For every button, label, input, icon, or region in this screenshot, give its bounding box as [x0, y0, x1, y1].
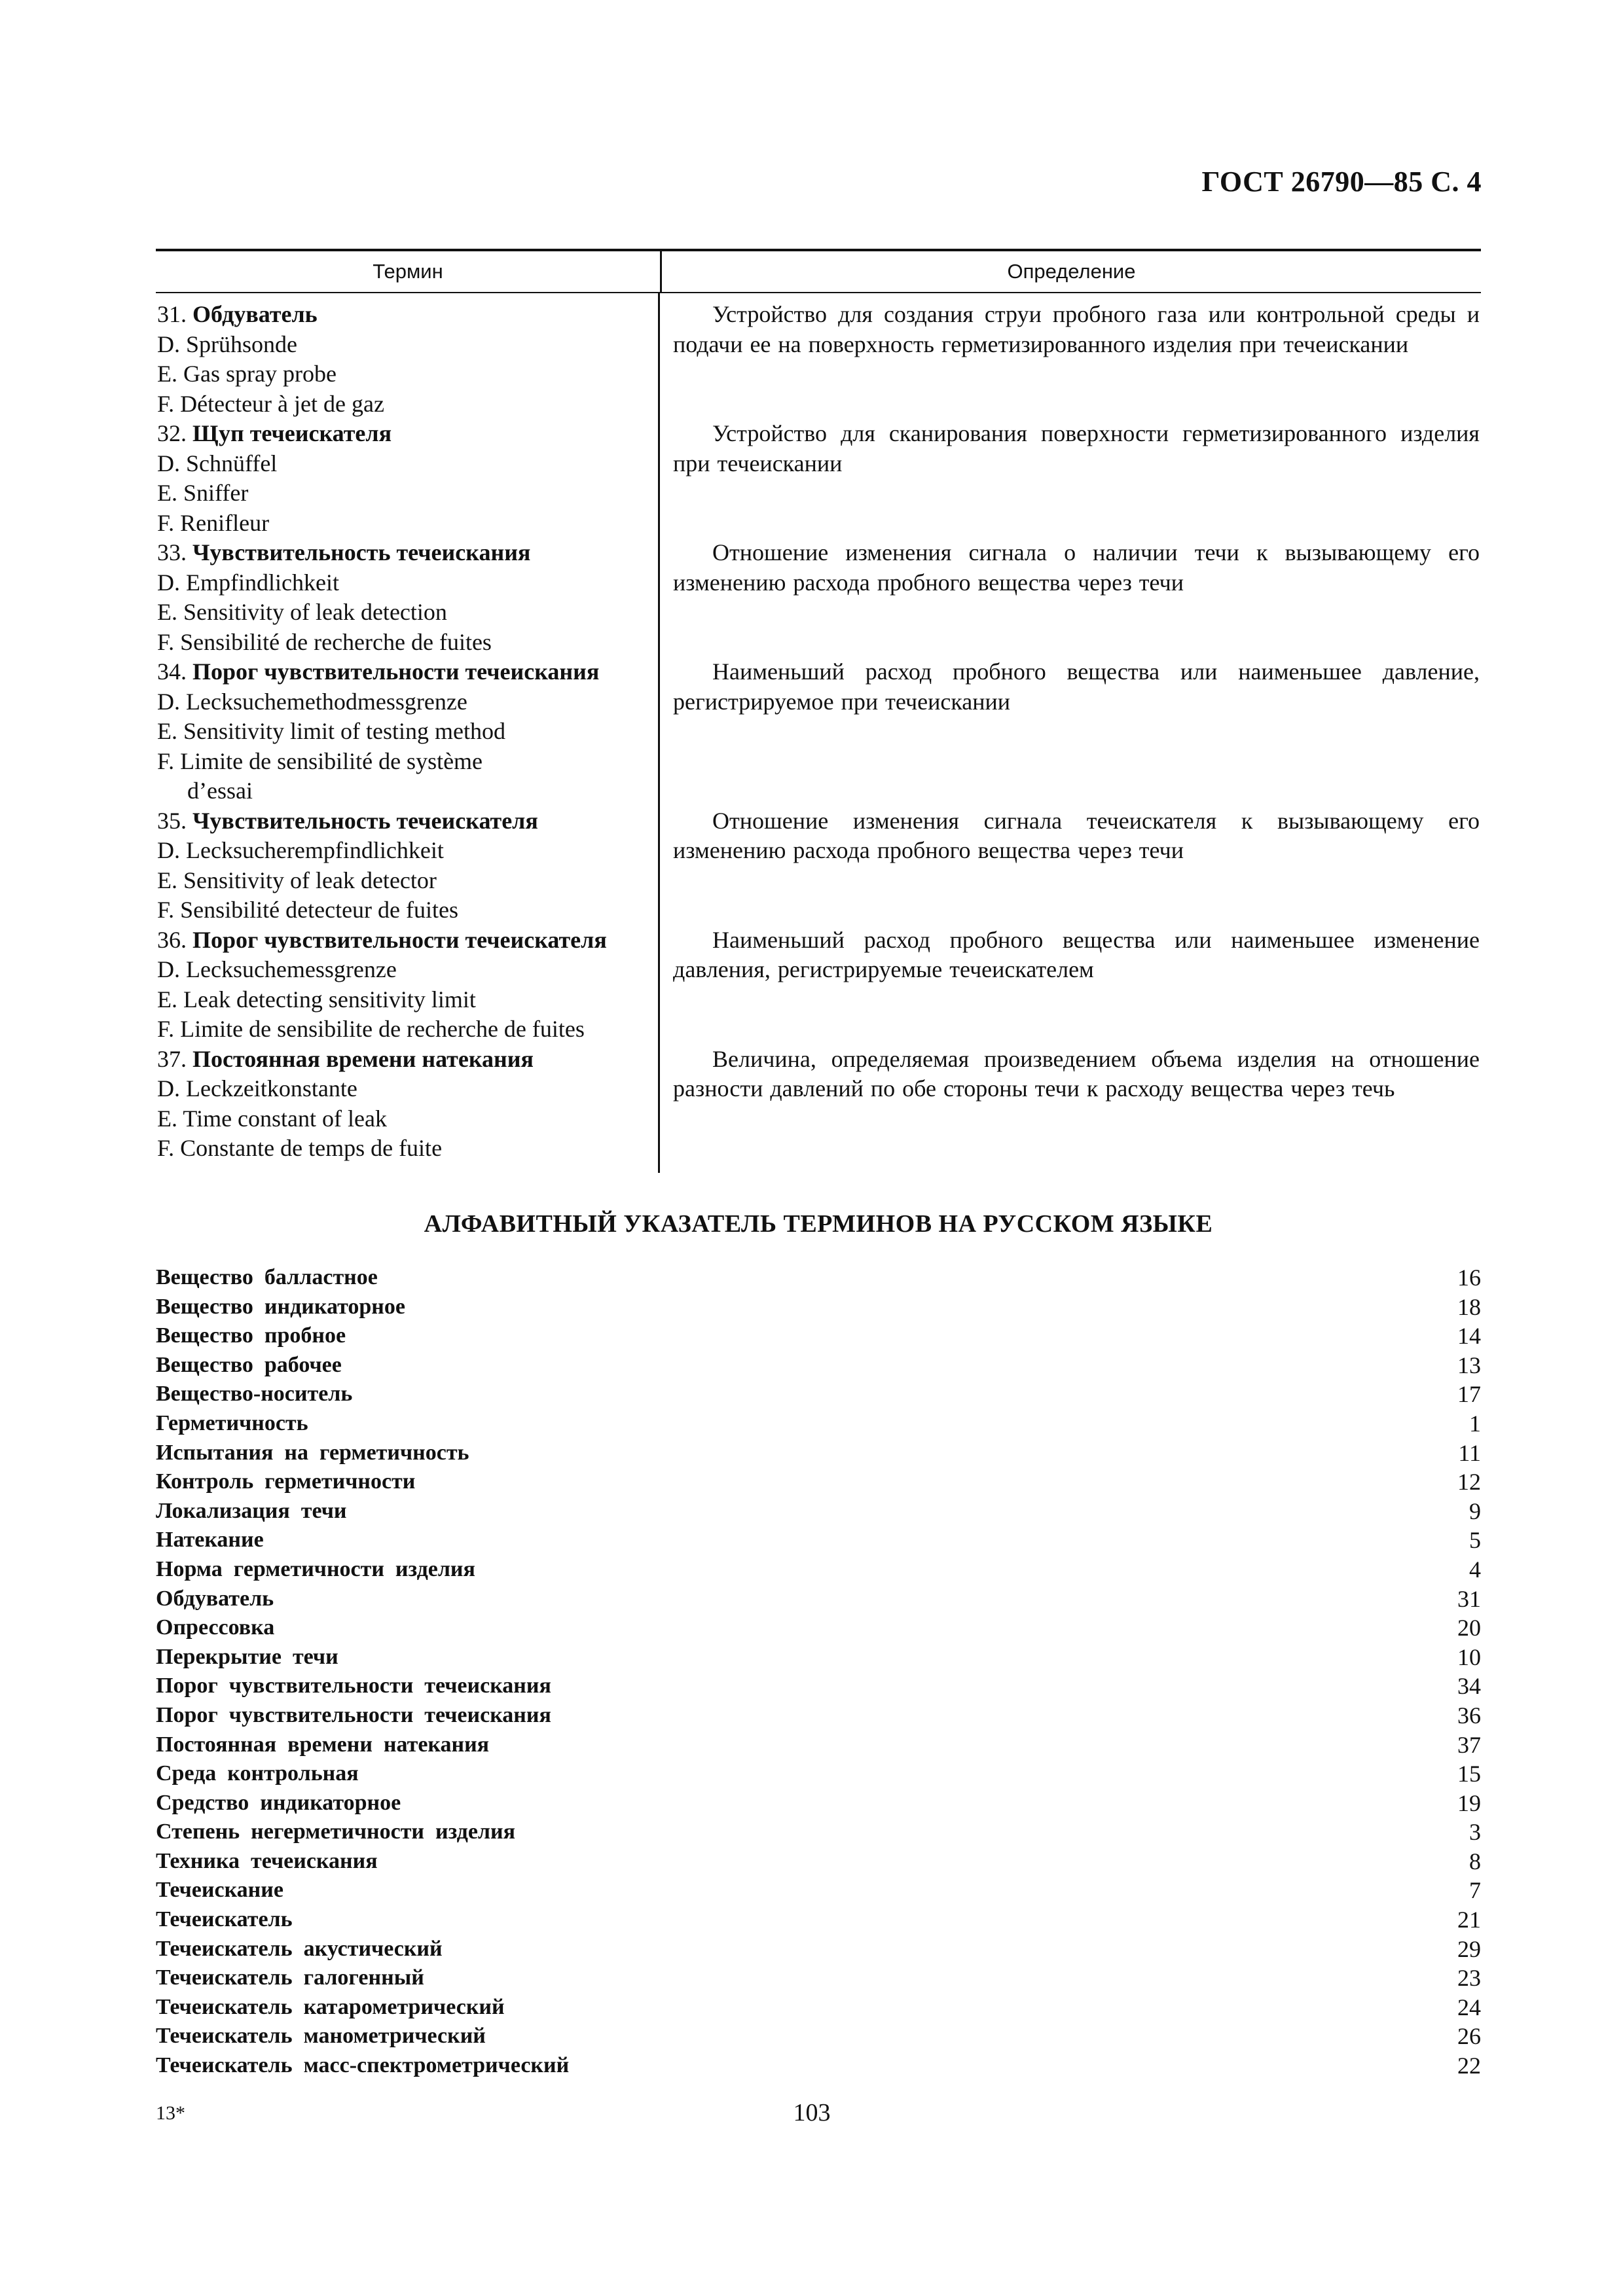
term-cell [156, 1045, 660, 1164]
index-entry [156, 1293, 1481, 1322]
index-number: 19 [1457, 1789, 1481, 1816]
term-number: 37. [157, 1045, 187, 1072]
index-term: Постоянная времени натекания [156, 1732, 490, 1757]
term-translation: F. Limite de sensibilite de recherche de fuites [157, 1016, 585, 1042]
term-ru: Чувствительность течеискания [192, 539, 531, 565]
index-term: Порог чувствительности течеискания [156, 1674, 551, 1698]
index-term: Натекание [156, 1528, 264, 1552]
term-translation: F. Détecteur à jet de gaz [157, 390, 384, 417]
page-number: 103 [793, 2099, 831, 2126]
index-entry [156, 1497, 1481, 1526]
index-entry [156, 1701, 1481, 1731]
index-number: 4 [1469, 1556, 1481, 1583]
index-term: Перекрытие течи [156, 1644, 338, 1669]
index-entry [156, 1380, 1481, 1409]
index-entry [156, 2022, 1481, 2051]
index-number: 26 [1457, 2023, 1481, 2050]
index-term: Вещество балластное [156, 1265, 378, 1289]
index-number: 14 [1457, 1323, 1481, 1350]
terms-table [156, 249, 1481, 1173]
index-number: 31 [1457, 1585, 1481, 1612]
definition-cell [660, 657, 1481, 806]
index-term: Испытания на герметичность [156, 1440, 469, 1465]
term-translation: D. Lecksuchemethodmessgrenze [157, 688, 467, 715]
index-list [156, 1263, 1481, 2081]
term-number: 36. [157, 926, 187, 953]
index-entry [156, 1993, 1481, 2022]
index-title: АЛФАВИТНЫЙ УКАЗАТЕЛЬ ТЕРМИНОВ НА РУССКОМ ЯЗЫКЕ [424, 1210, 1213, 1238]
index-number: 8 [1469, 1848, 1481, 1874]
definition-text: Наименьший расход пробного вещества или наименьшее изменение давления, регистрируемые течеискателем [673, 926, 1480, 982]
index-term: Обдуватель [156, 1586, 274, 1611]
signature-mark: 13* [156, 2102, 185, 2124]
term-ru: Постоянная времени натекания [192, 1045, 534, 1072]
term-translation: E. Leak detecting sensitivity limit [157, 986, 476, 1013]
index-number: 5 [1469, 1527, 1481, 1554]
index-number: 24 [1457, 1994, 1481, 2020]
index-number: 17 [1457, 1381, 1481, 1408]
index-entry [156, 1789, 1481, 1818]
term-translation: F. Constante de temps de fuite [157, 1135, 443, 1161]
index-term: Средство индикаторное [156, 1790, 401, 1815]
index-number: 3 [1469, 1819, 1481, 1846]
table-row [156, 300, 1481, 419]
index-term: Течеискатель манометрический [156, 2024, 486, 2049]
index-entry [156, 1759, 1481, 1789]
term-translation: E. Gas spray probe [157, 361, 337, 387]
definition-text: Величина, определяемая произведением объема изделия на отношение разности давлений по обе стороны течи к расходу вещества через течь [673, 1045, 1480, 1102]
table-row [156, 419, 1481, 538]
index-term: Герметичность [156, 1410, 308, 1435]
term-ru-line [157, 419, 660, 449]
term-cell [156, 806, 660, 925]
index-number: 20 [1457, 1615, 1481, 1641]
table-row [156, 925, 1481, 1045]
index-entry [156, 2051, 1481, 2081]
index-entry [156, 1672, 1481, 1701]
term-number: 34. [157, 658, 187, 685]
definition-text: Устройство для создания струи пробного газа или контрольной среды и подачи ее на поверхность герметизированного изделия при течеискании [673, 301, 1480, 357]
definition-cell [660, 300, 1481, 419]
term-ru-line [157, 300, 660, 330]
term-translation: d’essai [187, 778, 253, 804]
index-term: Вещество рабочее [156, 1352, 342, 1377]
index-term: Среда контрольная [156, 1761, 359, 1786]
term-cell [156, 657, 660, 806]
index-number: 9 [1469, 1498, 1481, 1524]
index-number: 34 [1457, 1673, 1481, 1700]
definition-cell [660, 1045, 1481, 1164]
index-term: Опрессовка [156, 1615, 275, 1640]
term-number: 33. [157, 539, 187, 565]
term-translation: F. Sensibilité de recherche de fuites [157, 628, 492, 655]
definition-cell [660, 806, 1481, 925]
index-number: 22 [1457, 2053, 1481, 2079]
term-translation: F. Sensibilité detecteur de fuites [157, 897, 459, 923]
table-row [156, 657, 1481, 806]
index-term: Течеискатель катарометрический [156, 1994, 505, 2019]
index-number: 29 [1457, 1935, 1481, 1962]
index-number: 21 [1457, 1907, 1481, 1933]
index-number: 36 [1457, 1702, 1481, 1729]
table-row [156, 1045, 1481, 1164]
term-translation: F. Limite de sensibilité de système [157, 747, 483, 774]
term-translation: E. Sensitivity of leak detector [157, 867, 437, 893]
column-header-term: Термин [156, 251, 662, 292]
index-entry [156, 1467, 1481, 1497]
index-number: 15 [1457, 1761, 1481, 1787]
term-translation: D. Sprühsonde [157, 331, 297, 357]
definition-text: Наименьший расход пробного вещества или наименьшее давление, регистрируемое при течеискании [673, 658, 1480, 715]
index-number: 18 [1457, 1293, 1481, 1320]
term-translation: D. Leckzeitkonstante [157, 1075, 357, 1102]
definition-text: Отношение изменения сигнала течеискателя к вызывающему его изменению расхода пробного вещества через течи [673, 807, 1480, 863]
index-number: 13 [1457, 1352, 1481, 1378]
index-entry [156, 1263, 1481, 1293]
index-number: 37 [1457, 1731, 1481, 1758]
index-entry [156, 1818, 1481, 1847]
index-term: Техника течеискания [156, 1848, 378, 1873]
term-translation: E. Sniffer [157, 480, 249, 506]
index-term: Течеискатель масс-спектрометрический [156, 2053, 570, 2078]
index-term: Течеискание [156, 1878, 283, 1903]
term-translation: D. Lecksucherempfindlichkeit [157, 837, 444, 863]
term-ru-line [157, 657, 660, 687]
term-number: 31. [157, 301, 187, 327]
term-number: 32. [157, 420, 187, 446]
term-cell [156, 300, 660, 419]
index-entry [156, 1555, 1481, 1585]
term-ru: Обдуватель [192, 301, 318, 327]
table-header-row [156, 251, 1481, 293]
index-entry [156, 1585, 1481, 1614]
term-cell [156, 419, 660, 538]
index-entry [156, 1731, 1481, 1760]
index-number: 23 [1457, 1965, 1481, 1992]
index-number: 12 [1457, 1469, 1481, 1496]
index-entry [156, 1526, 1481, 1555]
index-term: Вещество индикаторное [156, 1294, 405, 1319]
term-ru-line [157, 925, 660, 956]
term-ru-line [157, 538, 660, 568]
term-ru-line [157, 806, 660, 836]
term-cell [156, 538, 660, 657]
definition-cell [660, 419, 1481, 538]
term-translation: D. Schnüffel [157, 450, 278, 476]
index-entry [156, 1964, 1481, 1993]
index-term: Контроль герметичности [156, 1469, 416, 1494]
index-entry [156, 1643, 1481, 1672]
index-entry [156, 1439, 1481, 1468]
term-translation: D. Lecksuchemessgrenze [157, 956, 397, 982]
index-number: 10 [1457, 1643, 1481, 1670]
definition-cell [660, 538, 1481, 657]
index-entry [156, 1351, 1481, 1380]
column-header-definition: Определение [1007, 260, 1136, 283]
index-term: Течеискатель галогенный [156, 1965, 424, 1990]
term-ru: Чувствительность течеискателя [192, 807, 538, 834]
page-header: ГОСТ 26790—85 С. 4 [1201, 166, 1482, 198]
index-number: 16 [1457, 1265, 1481, 1291]
index-term: Степень негерметичности изделия [156, 1820, 515, 1844]
table-row [156, 806, 1481, 925]
index-term: Порог чувствительности течеискания [156, 1702, 551, 1727]
term-cell [156, 925, 660, 1045]
index-entry [156, 1905, 1481, 1935]
term-ru-line [157, 1045, 660, 1075]
index-number: 7 [1469, 1877, 1481, 1904]
index-term: Течеискатель акустический [156, 1936, 443, 1961]
index-entry [156, 1935, 1481, 1964]
index-entry [156, 1321, 1481, 1351]
definition-text: Отношение изменения сигнала о наличии течи к вызывающему его изменению расхода пробного вещества через течи [673, 539, 1480, 596]
index-term: Локализация течи [156, 1498, 347, 1523]
index-entry [156, 1876, 1481, 1905]
term-ru: Порог чувствительности течеискания [192, 658, 600, 685]
table-row [156, 538, 1481, 657]
table-body [156, 293, 1481, 1173]
definition-cell [660, 925, 1481, 1045]
index-number: 11 [1458, 1439, 1481, 1466]
term-number: 35. [157, 807, 187, 834]
index-term: Течеискатель [156, 1907, 293, 1932]
definition-text: Устройство для сканирования поверхности герметизированного изделия при течеискании [673, 420, 1480, 476]
term-translation: D. Empfindlichkeit [157, 569, 339, 596]
index-entry [156, 1847, 1481, 1876]
index-term: Вещество-носитель [156, 1382, 353, 1407]
index-number: 1 [1469, 1410, 1481, 1437]
index-entry [156, 1409, 1481, 1439]
index-entry [156, 1613, 1481, 1643]
term-translation: F. Renifleur [157, 509, 270, 536]
index-term: Норма герметичности изделия [156, 1556, 475, 1581]
term-translation: E. Sensitivity limit of testing method [157, 718, 505, 744]
term-translation: E. Time constant of leak [157, 1105, 387, 1132]
term-ru: Щуп течеискателя [192, 420, 392, 446]
term-translation: E. Sensitivity of leak detection [157, 599, 447, 625]
term-ru: Порог чувствительности течеискателя [192, 926, 607, 953]
index-term: Вещество пробное [156, 1323, 346, 1348]
